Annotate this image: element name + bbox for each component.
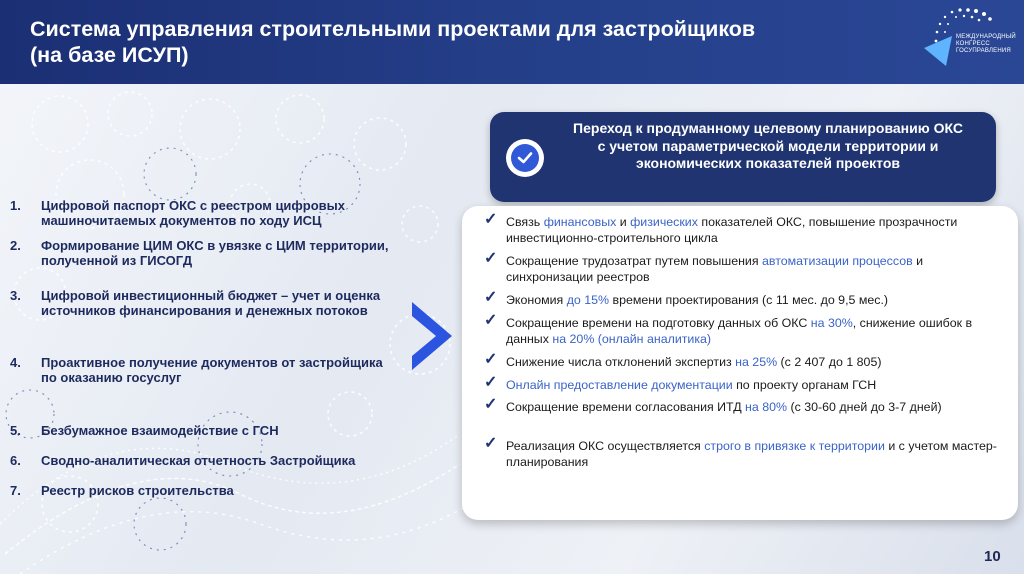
benefits-box — [462, 206, 1018, 520]
benefit-text: по проекту органам ГСН — [732, 378, 877, 392]
list-item-number: 7. — [10, 483, 21, 498]
list-item-number: 2. — [10, 238, 21, 253]
list-item-text: Формирование ЦИМ ОКС в увязке с ЦИМ территории, полученной из ГИСОГД — [41, 238, 389, 268]
list-item-number: 6. — [10, 453, 21, 468]
page-number: 10 — [984, 548, 1001, 565]
left-list — [10, 198, 410, 503]
checkmark-icon: ✓ — [484, 374, 498, 391]
list-item-number: 3. — [10, 288, 21, 303]
benefit-highlight: физических — [630, 215, 698, 229]
benefit-text: Сокращение времени согласования ИТД — [506, 400, 746, 414]
benefit-text: Сокращение трудозатрат путем повышения — [506, 254, 763, 268]
checkmark-icon: ✓ — [484, 351, 498, 368]
slide-title — [30, 16, 890, 68]
list-item-text: Цифровой инвестиционный бюджет – учет и оценка источников финансирования и денежных потоков — [41, 288, 381, 318]
title-line-2: (на базе ИСУП) — [30, 43, 189, 67]
benefit-item — [484, 351, 1004, 377]
benefit-item — [484, 289, 1004, 315]
list-item — [10, 198, 410, 238]
benefit-highlight: финансовых — [543, 215, 617, 229]
benefit-item — [484, 396, 1004, 438]
benefit-item — [484, 250, 1004, 292]
checkmark-icon: ✓ — [484, 289, 498, 306]
benefit-text: и — [616, 215, 631, 229]
goal-box — [490, 112, 996, 202]
benefit-text: и с учетом мастер-планирования — [506, 439, 997, 469]
benefit-highlight: автоматизации процессов — [762, 254, 913, 268]
benefit-text: Сокращение времени на подготовку данных об ОКС — [506, 316, 811, 330]
benefit-text: Снижение числа отклонений экспертиз — [506, 355, 736, 369]
list-item-text: Сводно-аналитическая отчетность Застройщика — [41, 453, 356, 468]
list-item-number: 1. — [10, 198, 21, 213]
list-item — [10, 483, 410, 503]
benefits-list — [484, 211, 1004, 478]
benefit-highlight: на 20% (онлайн аналитика) — [552, 332, 712, 346]
benefit-text: Связь — [506, 215, 544, 229]
benefit-text: (с 30-60 дней до 3-7 дней) — [787, 400, 942, 414]
list-item-number: 4. — [10, 355, 21, 370]
benefit-text: и синхронизации реестров — [506, 254, 924, 284]
list-item — [10, 355, 410, 423]
list-item-text: Реестр рисков строительства — [41, 483, 234, 498]
benefit-item — [484, 435, 1004, 478]
benefit-text: времени проектирования (с 11 мес. до 9,5 мес.) — [609, 293, 889, 307]
title-line-1: Система управления строительными проектами для застройщиков — [30, 17, 756, 41]
benefit-item — [484, 211, 1004, 253]
benefit-item — [484, 312, 1004, 354]
benefit-text: показателей ОКС, повышение прозрачности инвестиционно-строительного цикла — [506, 215, 958, 245]
benefit-text: Реализация ОКС осуществляется — [506, 439, 705, 453]
list-item-number: 5. — [10, 423, 21, 438]
checkmark-icon: ✓ — [484, 211, 498, 228]
benefit-highlight: на 25% — [735, 355, 778, 369]
benefit-text: , снижение ошибок в данных — [506, 316, 973, 346]
goal-text: Переход к продуманному целевому планированию ОКС с учетом параметрической модели территории и экономических показателей проектов — [573, 120, 963, 171]
list-item — [10, 288, 410, 355]
benefit-text: Экономия — [506, 293, 567, 307]
list-item — [10, 423, 410, 453]
logo-text: МЕЖДУНАРОДНЫЙ КОНГРЕСС ГОСУПРАВЛЕНИЯ — [956, 34, 1016, 54]
checkmark-icon: ✓ — [484, 250, 498, 267]
checkmark-icon: ✓ — [484, 435, 498, 452]
benefit-highlight: до 15% — [566, 293, 610, 307]
benefit-highlight: Онлайн предоставление документации — [506, 378, 733, 392]
list-item — [10, 238, 410, 288]
benefit-highlight: на 80% — [745, 400, 788, 414]
benefit-text: (с 2 407 до 1 805) — [777, 355, 882, 369]
benefit-highlight: строго в привязке к территории — [704, 439, 885, 453]
checkmark-icon: ✓ — [484, 396, 498, 413]
checkmark-icon: ✓ — [484, 312, 498, 329]
list-item-text: Цифровой паспорт ОКС с реестром цифровых машиночитаемых документов по ходу ИСЦ — [41, 198, 346, 228]
benefit-item — [484, 374, 1004, 399]
list-item — [10, 453, 410, 483]
benefit-highlight: на 30% — [810, 316, 853, 330]
check-circle-icon — [506, 139, 544, 177]
chevron-right-icon — [406, 298, 460, 374]
list-item-text: Безбумажное взаимодействие с ГСН — [41, 423, 279, 438]
list-item-text: Проактивное получение документов от застройщика по оказанию госуслуг — [41, 355, 383, 385]
